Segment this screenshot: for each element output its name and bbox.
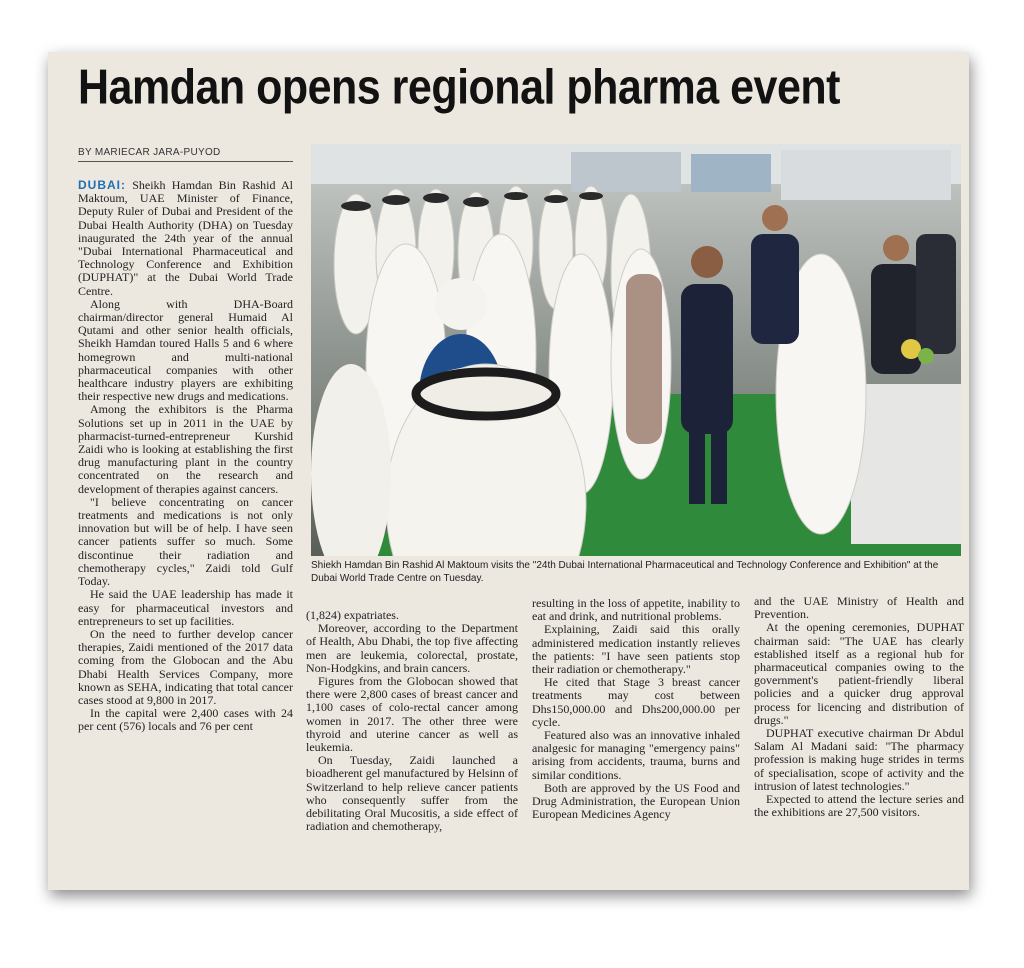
article-column-1	[78, 179, 293, 734]
paragraph: DUPHAT executive chairman Dr Abdul Salam Al Madani said: "The pharmacy profession is making huge strides in terms of specialisation, scope of activity and the intrusion of latest technologies."	[754, 726, 964, 793]
paragraph: Featured also was an innovative inhaled analgesic for managing "emergency pains" arising from accidents, trauma, burns and similar conditions.	[532, 728, 740, 782]
paragraph: Along with DHA-Board chairman/director general Humaid Al Qutami and other senior health officials, Sheikh Hamdan toured Halls 5 and 6 where homegrown and multi-national pharmaceutical companies with other healthcare industry players are exhibiting their respective new drugs and medications.	[78, 296, 293, 404]
paragraph: Explaining, Zaidi said this orally administered medication instantly relieves the patients: "I have seen patients stop their radiation or chemotherapy."	[532, 622, 740, 677]
paragraph: He said the UAE leadership has made it easy for pharmaceutical investors and entrepreneurs to set up facilities.	[78, 587, 293, 628]
paragraph: (1,824) expatriates.	[306, 608, 399, 622]
paragraph: and the UAE Ministry of Health and Prevention.	[754, 594, 964, 622]
dateline: DUBAI:	[78, 178, 126, 192]
paragraph: At the opening ceremonies, DUPHAT chairman said: "The UAE has clearly established itself as a regional hub for pharmaceutical companies owing to the government's patient-friendly liberal policies and a quicker drug approval process for licencing and distribution of drugs."	[754, 620, 964, 727]
article-column-2	[306, 609, 518, 833]
byline: BY MARIECAR JARA-PUYOD	[78, 147, 293, 162]
paragraph: Figures from the Globocan showed that there were 2,800 cases of breast cancer and 1,100 cases of colo-rectal cancer among women in 2017. The other three were thyroid and uterine cancer as well as leukemia.	[306, 674, 518, 755]
paragraph: Moreover, according to the Department of Health, Abu Dhabi, the top five affecting men are leukemia, colorectal, prostate, Non-Hodgkins, and brain cancers.	[306, 621, 518, 675]
photo-caption: Shiekh Hamdan Bin Rashid Al Maktoum visits the "24th Dubai International Pharmaceutical and Technology Conference and Exhibition" at the Dubai World Trade Centre on Tuesday.	[311, 560, 939, 584]
paragraph: resulting in the loss of appetite, inability to eat and drink, and nutritional problems.	[532, 596, 740, 624]
paragraph: "I believe concentrating on cancer treatments and medications is not only innovation but will be of help. I have seen cancer patients suffer so much. Some discontinue their radiation and chemotherapy cycles," Zaidi told Gulf Today.	[78, 494, 293, 589]
paragraph: On Tuesday, Zaidi launched a bioadherent gel manufactured by Helsinn of Switzerland to help relieve cancer patients who consequently suffer from the debilitating Oral Mucositis, a side effect of radiation and chemotherapy,	[306, 753, 518, 834]
article-column-3	[532, 597, 740, 821]
paragraph: Among the exhibitors is the Pharma Solutions set up in 2011 in the UAE by pharmacist-turned-entrepreneur Kurshid Zaidi who is looking at establishing the first drug manufacturing plant in the country concentrated on the research and development of therapies against cancers.	[78, 402, 293, 496]
paragraph: On the need to further develop cancer therapies, Zaidi mentioned of the 2017 data coming from the Globocan and the Abu Dhabi Health Services Company, more known as SEHA, indicating that total cancer cases stood at 9,800 in 2017.	[78, 626, 293, 707]
paragraph: Expected to attend the lecture series and the exhibitions are 27,500 visitors.	[754, 792, 964, 820]
paragraph: He cited that Stage 3 breast cancer treatments may cost between Dhs150,000.00 and Dhs200,000.00 per cycle.	[532, 675, 740, 729]
paragraph: DUBAI: Sheikh Hamdan Bin Rashid Al Maktoum, UAE Minister of Finance, Deputy Ruler of Dubai and President of the Dubai Health Authority (DHA) on Tuesday inaugurated the 24th year of the annual "Dubai International Pharmaceutical and Technology Conference and Exhibition (DUPHAT)" at the Dubai World Trade Centre.	[78, 178, 293, 298]
headline: Hamdan opens regional pharma event	[78, 60, 840, 116]
newspaper-clipping	[48, 52, 969, 890]
paragraph: Both are approved by the US Food and Drug Administration, the European Union European Medicines Agency	[532, 780, 740, 822]
paragraph: In the capital were 2,400 cases with 24 per cent (576) locals and 76 per cent	[78, 706, 293, 734]
event-photo-graphic	[311, 144, 961, 556]
event-photo	[311, 144, 961, 556]
article-column-4	[754, 595, 964, 819]
